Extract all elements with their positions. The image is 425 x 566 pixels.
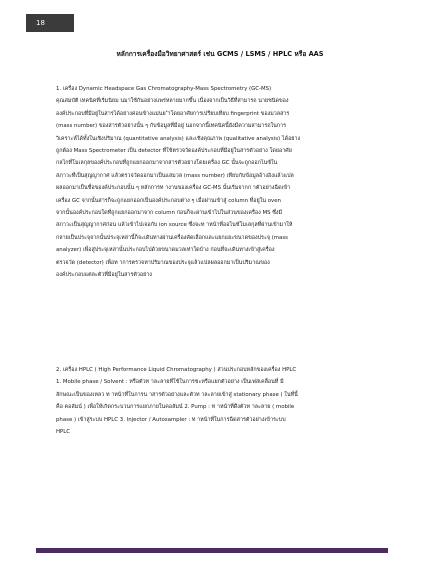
paragraph-line: 1. Mobile phase / Solvent : หรือตัวท าละลายที่ใช้ในการชะหรือแยกตัวอย่าง เป็นเฟสเคลื่อนที่ มี <box>56 379 284 386</box>
paragraph-line: คุณสมบัติ เทคนิคที่เริ่มนิยม นมาใช้กันอย่างแพร่หลายมากขึ้น เนื่องจากเป็นวิธีที่สามารถ นายชนิดของ <box>56 98 289 105</box>
paragraph-line: ผลออกมาเป็นชื่อของค์ประกอบนั้น ๆ หลักการท างานของเครื่อง GC-MS นั้นเริ่มจากก าตัวอย่างฉีดเข้า <box>56 185 291 192</box>
paragraph-line: กลายเป็นประจุจากนั้นประจุเหล่านี้ก็จะเดินทางผ่านเครื่องคัดเลือกและแยกแยะขนาดของประจุ (mass <box>56 234 288 241</box>
paragraph-line: ถูกต้อง Mass Spectrometer เป็น detector ที่ใช้ตรวจวัดองค์ประกอบที่มีอยู่ในสารตัวอย่าง โดยอาศัย <box>56 148 292 155</box>
paragraph-gcms <box>56 83 378 282</box>
paragraph-line: 1. เครื่อง Dynamic Headspace Gas Chromatography-Mass Spectrometry (GC-MS) <box>56 86 272 92</box>
paragraph-line: phase ) เข้าสู่ระบบ HPLC 3. Injector / Autosampler : ท าหน้าที่ในการฉีดสารตัวอย่างเข้าระบบ <box>56 416 286 423</box>
paragraph-line: องค์ประกอบที่มีอยู่ในสารได้อย่างค่อนข้างแม่นย ำโดยอาศัยการเปรียบเทียบ fingerprint ของมวลสาร <box>56 110 290 117</box>
paragraph-line: 2. เครื่อง HPLC ( High Performance Liquid Chromatography ) ส่วนประกอบหลักของเครื่อง HPLC <box>56 367 297 373</box>
paragraph-line: ลักษณะเป็นของเหลว ท าหน้าที่ในการน าสารตัวอย่างและตัวท าละลายเข้าสู่ stationary phase ( ในที่นี้ <box>56 391 298 398</box>
paragraph-line: คือ คอลัมน์ ) เพื่อให้เกิดกระบวนการแยกภายในคอลัมน์ 2. Pump : ท าหน้าที่ดึงตัวท าละลาย ( mobile <box>56 404 295 411</box>
paragraph-line: องค์ประกอบแต่ละตัวที่มีอยู่ในสารตัวอย่าง <box>56 272 152 279</box>
paragraph-line: สภาวะเป็นสุญญากาศก่อน แล้วเข้าไปเจอกับ ion source ซึ่งจะท าหน้าที่ออไนซ์โมเลกุลที่ผ่านเข้ามาให้ <box>56 222 293 229</box>
paragraph-line: HPLC <box>56 429 71 436</box>
page-title: หลักการเครื่องมือวิทยาศาสตร์ เช่น GCMS / LSMS / HPLC หรือ AAS <box>116 50 324 58</box>
footer-bar <box>36 548 388 553</box>
paragraph-line: analyzer) เพื่อสู่ประจุเหล่านั้นประกอบไปด้วยขนาดมวลเท่าใดบ้าง ก่อนที่จะเดินทางเข้าสู่เครื่อง <box>56 247 275 254</box>
paragraph-line: ตรวจวัด (detector) เพื่อท าการตรวจหาปริมาณของประจุแล้วแปลผลออกมาเป็นปริมาณของ <box>56 259 270 266</box>
paragraph-line: เครื่อง GC จากนั้นสารก็จะถูกแยกออกเป็นองค์ประกอบต่าง ๆ เมื่อผ่านเข้าสู่ column ที่อยู่ใน oven <box>56 197 281 204</box>
paragraph-line: (mass number) ของสารตัวอย่างนั้น ๆ กับข้อมูลที่มีอยู่ นอกจากนี้เทคนิคนี้ยังมีความสามารถในการ <box>56 123 286 130</box>
page-number-tab <box>26 14 74 32</box>
paragraph-hplc <box>56 364 378 438</box>
paragraph-line: สภาวะที่เป็นสุญญากาศ แล้วตรวจวัดออกมาเป็นแสมวล (mass number) เทียบกับข้อมูลอ้างอิงแล้วแปล <box>56 172 294 179</box>
page-number: 18 <box>36 19 45 27</box>
paragraph-line: วิเคราะห์ได้ทั้งในเชิงปริมาณ (quantitative analysis) และเชิงคุณภาพ (qualitative analysis) ได้อย่าง <box>56 135 301 142</box>
paragraph-line: กลไกที่โมเลกุลของค์ประกอบที่ถูกแยกออกมาจากสารตัวอย่างโดยเครื่อง GC นั้นจะถูกออกไนซ์ใน <box>56 160 278 167</box>
paragraph-line: จากนั้นองค์ประกอบใดที่ถูกแยกออกมาจาก column ก่อนก็จะผ่านเข้าไปในส่วนของเครื่อง MS ซึ่งมี <box>56 210 283 217</box>
